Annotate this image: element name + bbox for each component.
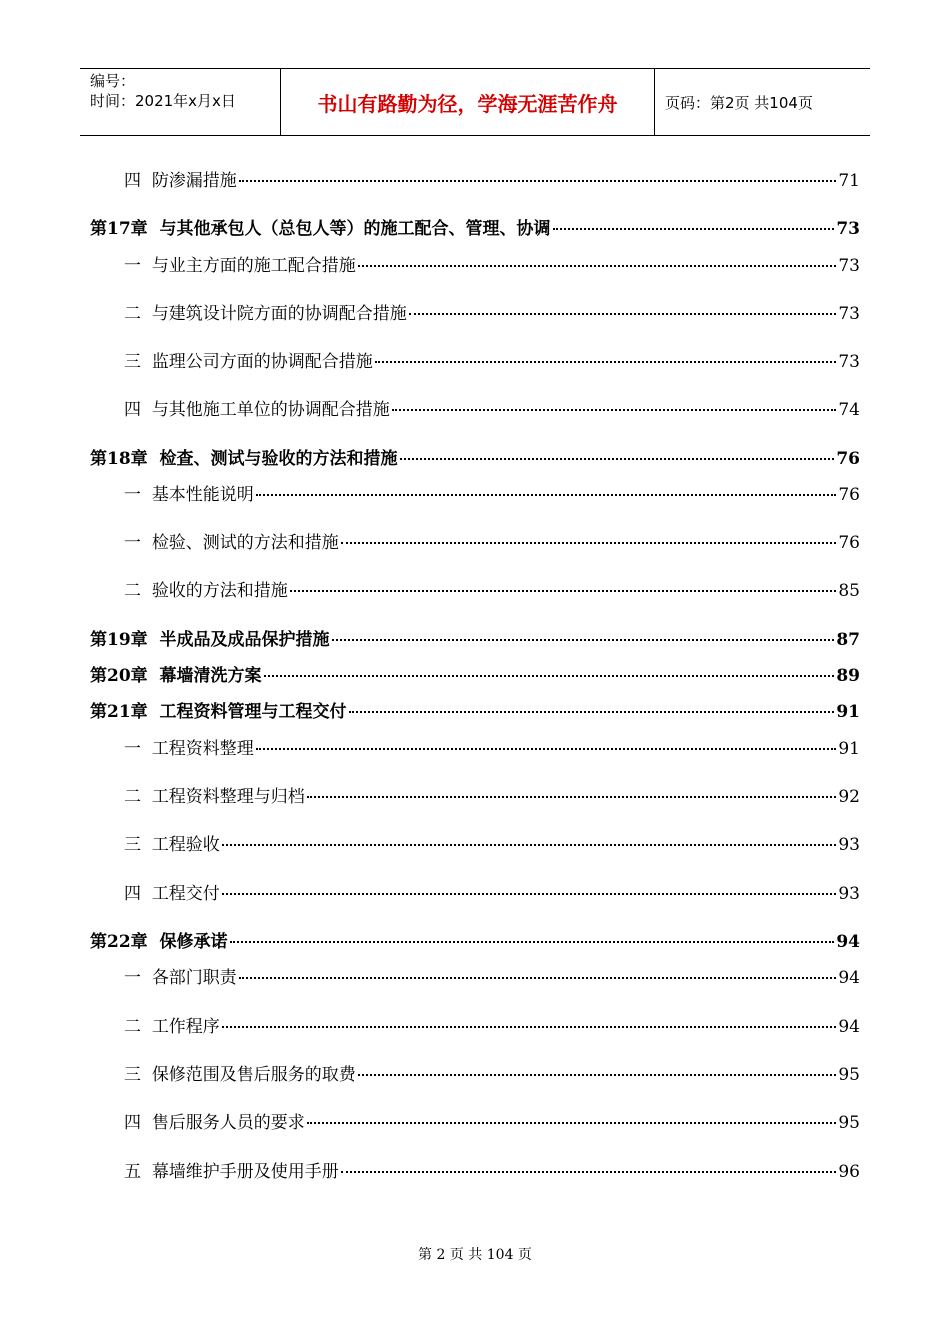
toc-entry-title: 工程资料管理与工程交付 [159,702,347,722]
toc-spacer [141,350,152,374]
toc-entry-line [124,169,860,193]
toc-entry-line [90,700,860,724]
dot-leader [222,844,837,846]
toc-entry-title: 工程验收 [151,835,220,855]
header-meta [80,69,281,135]
toc-entry-line [124,398,860,422]
toc-entry-page: 96 [838,1162,860,1182]
toc-entry-line [124,302,860,326]
toc-chapter-entry[interactable] [0,664,950,688]
toc-entry-number: 二 [124,581,141,601]
toc-spacer [148,447,160,471]
dot-leader [264,675,835,677]
toc-entry-line [124,483,860,507]
dot-leader [239,180,837,182]
toc-entry-page: 89 [836,666,860,686]
toc-entry-page: 73 [836,219,860,239]
dot-leader [375,361,837,363]
dot-leader [409,313,837,315]
toc-section-entry[interactable] [0,579,950,603]
toc-spacer [141,966,152,990]
toc-spacer [141,737,152,761]
toc-entry-number: 三 [124,352,141,372]
dot-leader [256,494,837,496]
toc-spacer [141,579,152,603]
dot-leader [553,228,835,230]
toc-entry-page: 91 [838,739,860,759]
toc-entry-page: 92 [838,787,860,807]
toc-entry-number: 五 [124,1162,141,1182]
toc-entry-line [124,254,860,278]
toc-entry-line [124,579,860,603]
toc-entry-number: 四 [124,400,141,420]
toc-entry-number: 第17章 [90,219,148,239]
toc-entry-page: 73 [838,256,860,276]
toc-entry-title: 与其他承包人（总包人等）的施工配合、管理、协调 [159,219,551,239]
toc-spacer [141,254,152,278]
toc-chapter-entry[interactable] [0,628,950,652]
dot-leader [222,1026,837,1028]
toc-section-entry[interactable] [0,1111,950,1135]
toc-entry-number: 第22章 [90,932,148,952]
toc-entry-line [90,664,860,688]
toc-entry-title: 验收的方法和措施 [151,581,288,601]
toc-entry-title: 工程交付 [151,884,220,904]
toc-entry-page: 94 [836,932,860,952]
toc-entry-title: 检查、测试与验收的方法和措施 [159,449,398,469]
toc-entry-title: 幕墙清洗方案 [159,666,262,686]
toc-entry-number: 一 [124,739,141,759]
toc-chapter-entry[interactable] [0,930,950,954]
time-label: 时间：2021年x月x日 [90,92,236,110]
toc-entry-title: 与其他施工单位的协调配合措施 [151,400,390,420]
toc-entry-number: 第18章 [90,449,148,469]
toc-entry-page: 71 [838,171,860,191]
toc-entry-line [90,217,860,241]
toc-entry-title: 工程资料整理 [151,739,254,759]
toc-entry-page: 85 [838,581,860,601]
toc-entry-line [124,1111,860,1135]
toc-entry-page: 73 [838,352,860,372]
toc-section-entry[interactable] [0,398,950,422]
toc-spacer [141,1111,152,1135]
toc-entry-title: 售后服务人员的要求 [151,1113,305,1133]
toc-entry-line [124,1015,860,1039]
toc-spacer [141,882,152,906]
toc-spacer [141,398,152,422]
toc-entry-number: 一 [124,968,141,988]
dot-leader [392,409,837,411]
toc-entry-line [124,833,860,857]
toc-spacer [141,531,152,555]
dot-leader [307,796,837,798]
toc-entry-title: 保修范围及售后服务的取费 [151,1065,356,1085]
toc-entry-page: 94 [838,968,860,988]
toc-entry-page: 93 [838,835,860,855]
toc-entry-page: 74 [838,400,860,420]
toc-entry-number: 四 [124,884,141,904]
header-page-info: 页码：第2页 共104页 [665,93,813,112]
dot-leader [358,1074,837,1076]
page-footer: 第 2 页 共 104 页 [418,1247,532,1263]
toc-entry-number: 一 [124,533,141,553]
toc-section-entry[interactable] [0,1015,950,1039]
toc-entry-title: 工程资料整理与归档 [151,787,305,807]
dot-leader [358,265,837,267]
toc-entry-number: 第19章 [90,630,148,650]
toc-entry-number: 四 [124,1113,141,1133]
toc-entry-number: 三 [124,835,141,855]
page-header [80,68,870,136]
toc-entry-number: 第20章 [90,666,148,686]
toc-entry-page: 76 [838,485,860,505]
toc-entry-line [90,628,860,652]
toc-spacer [141,785,152,809]
toc-section-entry[interactable] [0,737,950,761]
dot-leader [341,1171,837,1173]
toc-entry-title: 与建筑设计院方面的协调配合措施 [151,304,407,324]
toc-entry-line [124,350,860,374]
dot-leader [341,542,837,544]
toc-section-entry[interactable] [0,350,950,374]
toc-chapter-entry[interactable] [0,700,950,724]
toc-entry-number: 二 [124,787,141,807]
toc-entry-title: 与业主方面的施工配合措施 [151,256,356,276]
dot-leader [290,590,837,592]
toc-entry-number: 第21章 [90,702,148,722]
toc-entry-line [90,447,860,471]
toc-entry-line [124,531,860,555]
dot-leader [349,711,835,713]
toc-spacer [148,700,160,724]
dot-leader [256,748,837,750]
toc-entry-number: 三 [124,1065,141,1085]
toc-spacer [148,217,160,241]
toc-entry-page: 94 [838,1017,860,1037]
toc-entry-title: 检验、测试的方法和措施 [151,533,339,553]
toc-entry-title: 防渗漏措施 [151,171,237,191]
toc-section-entry[interactable] [0,483,950,507]
toc-entry-title: 半成品及成品保护措施 [159,630,330,650]
toc-entry-title: 基本性能说明 [151,485,254,505]
toc-entry-line [124,785,860,809]
toc-entry-page: 93 [838,884,860,904]
toc-spacer [141,302,152,326]
toc-section-entry[interactable] [0,966,950,990]
number-label: 编号： [90,72,136,90]
toc-entry-page: 76 [838,533,860,553]
toc-entry-title: 监理公司方面的协调配合措施 [151,352,373,372]
toc-chapter-entry[interactable] [0,217,950,241]
dot-leader [332,639,835,641]
toc-entry-number: 一 [124,485,141,505]
toc-entry-line [124,966,860,990]
toc-section-entry[interactable] [0,254,950,278]
toc-section-entry[interactable] [0,1063,950,1087]
toc-entry-title: 保修承诺 [159,932,228,952]
toc-chapter-entry[interactable] [0,447,950,471]
toc-section-entry[interactable] [0,882,950,906]
toc-entry-line [124,1160,860,1184]
toc-section-entry[interactable] [0,833,950,857]
toc-spacer [148,930,160,954]
toc-entry-page: 87 [836,630,860,650]
toc-entry-line [124,882,860,906]
toc-spacer [148,664,160,688]
toc-spacer [148,628,160,652]
toc-entry-line [124,737,860,761]
toc-entry-number: 二 [124,1017,141,1037]
toc-entry-page: 91 [836,702,860,722]
toc-spacer [141,1063,152,1087]
toc-entry-number: 一 [124,256,141,276]
toc-entry-number: 四 [124,171,141,191]
toc-entry-page: 76 [836,449,860,469]
toc-entry-title: 幕墙维护手册及使用手册 [151,1162,339,1182]
toc-spacer [141,833,152,857]
toc-entry-page: 95 [838,1065,860,1085]
toc-entry-title: 各部门职责 [151,968,237,988]
dot-leader [307,1122,837,1124]
dot-leader [400,458,835,460]
toc-section-entry[interactable] [0,531,950,555]
toc-section-entry[interactable] [0,169,950,193]
toc-spacer [141,169,152,193]
toc-spacer [141,1015,152,1039]
dot-leader [222,893,837,895]
toc-entry-page: 95 [838,1113,860,1133]
toc-entry-line [124,1063,860,1087]
toc-section-entry[interactable] [0,1160,950,1184]
toc-section-entry[interactable] [0,302,950,326]
toc-entry-number: 二 [124,304,141,324]
toc-entry-title: 工作程序 [151,1017,220,1037]
toc-entry-line [90,930,860,954]
toc-spacer [141,1160,152,1184]
toc-spacer [141,483,152,507]
dot-leader [230,941,835,943]
header-motto: 书山有路勤为径，学海无涯苦作舟 [281,69,655,135]
dot-leader [239,977,837,979]
toc-section-entry[interactable] [0,785,950,809]
toc-entry-page: 73 [838,304,860,324]
